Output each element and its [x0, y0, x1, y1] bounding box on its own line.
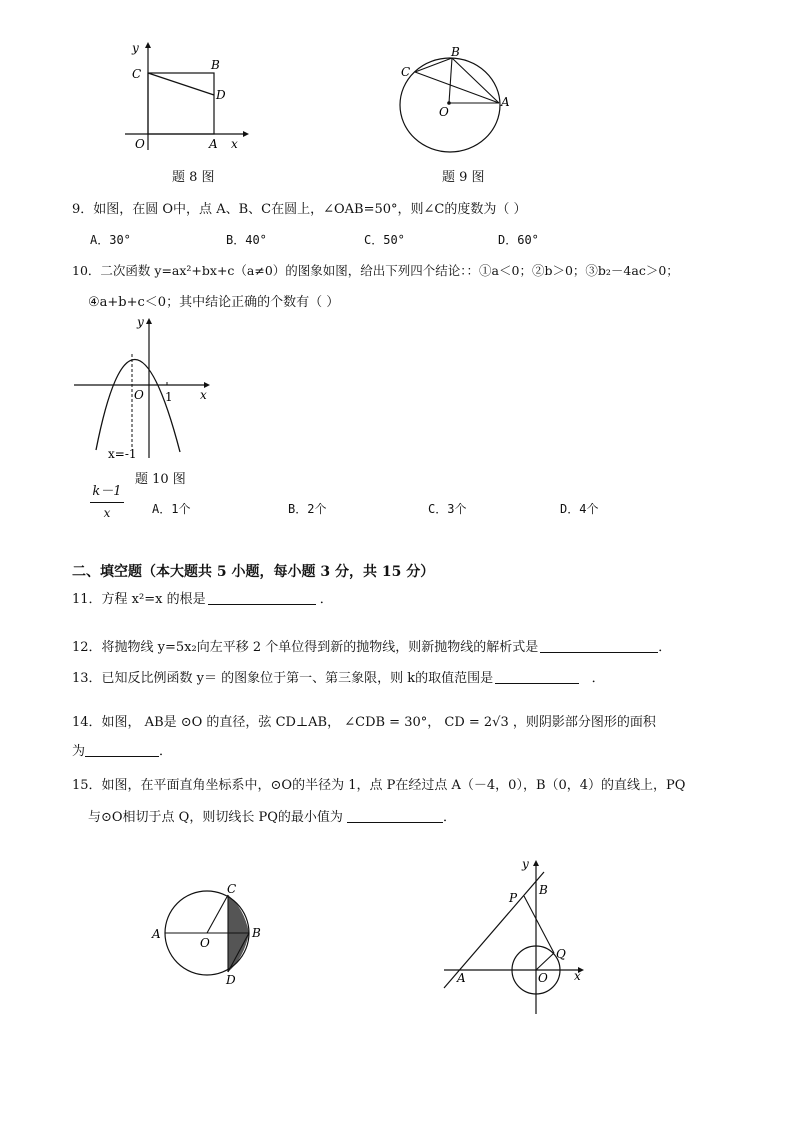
fig15-label-q: Q — [556, 947, 566, 961]
question-12 — [72, 636, 671, 655]
fig14-label-d: D — [226, 973, 236, 987]
fig8-label-b: B — [211, 58, 220, 72]
q11-end: ． — [319, 592, 333, 607]
q12-text: 12．将抛物线 y=5x₂向左平移 2 个单位得到新的抛物线，则新抛物线的解析式是 — [72, 640, 539, 655]
fig14-label-o: O — [200, 936, 210, 950]
q13-end: ． — [591, 671, 605, 686]
fraction-numerator: k－1 — [92, 484, 122, 499]
fig15-label-a: A — [457, 971, 466, 985]
q14-answer-blank[interactable] — [85, 744, 159, 757]
q14-text: 为 — [72, 744, 86, 759]
q9-option-d: D．60° — [498, 233, 539, 247]
fig14-label-a: A — [152, 927, 161, 941]
q15-text: 与⊙O相切于点 Q，则切线长 PQ的最小值为 — [88, 810, 343, 825]
fraction-k-minus-1-over-x — [90, 480, 124, 520]
fig8-label-c: C — [132, 67, 142, 81]
question-14-line1: 14．如图， AB是 ⊙O 的直径，弦 CD⊥AB， ∠CDB = 30°， CD = 2√3 ，则阴影部分图形的面积 — [72, 715, 656, 730]
fig8-label-o: O — [135, 137, 145, 151]
fig15-label-o: O — [538, 971, 548, 985]
q12-end: ． — [658, 640, 672, 655]
fig14-label-c: C — [227, 882, 237, 896]
q10-option-c: C．3个 — [428, 502, 467, 516]
figure-15 — [438, 852, 588, 1017]
fig10-label-y: y — [137, 316, 144, 329]
q10-option-d: D．4个 — [560, 502, 599, 516]
fig10-axis-label: x=-1 — [108, 447, 137, 461]
q15-answer-blank[interactable] — [347, 810, 443, 823]
question-15-line2 — [88, 806, 456, 825]
q14-end: ． — [159, 744, 173, 759]
question-9-text: 9．如图，在圆 O中，点 A、B、C在圆上，∠OAB=50°，则∠C的度数为（ ） — [72, 202, 527, 217]
question-15-line1: 15．如图，在平面直角坐标系中，⊙O的半径为 1，点 P在经过点 A（－4，0），B（0，4）的直线上，PQ — [72, 778, 686, 793]
q13-text: 13．已知反比例函数 y＝ 的图象位于第一、第三象限，则 k的取值范围是 — [72, 671, 494, 686]
fig8-label-a: A — [209, 137, 218, 151]
fig15-label-x: x — [574, 969, 581, 983]
figure-8 — [115, 38, 255, 156]
q15-end: ． — [443, 810, 457, 825]
question-11 — [72, 588, 333, 607]
fig15-label-b: B — [539, 883, 548, 897]
fig8-label-d: D — [216, 88, 226, 102]
q10-option-b: B．2个 — [288, 502, 327, 516]
section-2-heading: 二、填空题（本大题共 5 小题，每小题 3 分，共 15 分） — [72, 564, 435, 580]
question-13 — [72, 667, 605, 686]
fig9-label-b: B — [451, 45, 460, 59]
q10-option-a: A．1个 — [152, 502, 191, 516]
q9-option-a: A．30° — [90, 233, 131, 247]
question-10-line1: 10．二次函数 y=ax²+bx+c（a≠0）的图象如图，给出下列四个结论：：①a＜0；②b＞0；③b₂－4ac＞0； — [72, 263, 679, 278]
q13-answer-blank[interactable] — [495, 671, 579, 684]
fig10-label-o: O — [134, 388, 144, 402]
q9-option-b: B．40° — [226, 233, 267, 247]
fig8-label-y: y — [132, 41, 139, 55]
figure-9 — [395, 40, 520, 162]
fig9-label-o: O — [439, 105, 449, 119]
fig15-label-y: y — [522, 857, 529, 871]
q9-option-c: C．50° — [364, 233, 405, 247]
figure-10 — [70, 316, 220, 462]
fig9-caption: 题 9 图 — [442, 170, 485, 185]
fig10-label-one: 1 — [165, 390, 173, 404]
fig8-label-x: x — [231, 137, 238, 151]
fig9-label-a: A — [501, 95, 510, 109]
question-10-line2: ④a+b+c＜0；其中结论正确的个数有（ ） — [88, 295, 340, 310]
q11-answer-blank[interactable] — [208, 592, 316, 605]
fig10-caption: 题 10 图 — [135, 472, 186, 487]
figure-14 — [148, 880, 268, 988]
fig15-label-p: P — [509, 891, 518, 905]
fig14-label-b: B — [252, 926, 261, 940]
q11-text: 11．方程 x²=x 的根是 — [72, 592, 206, 607]
fraction-denominator: x — [103, 506, 111, 520]
fig8-caption: 题 8 图 — [172, 170, 215, 185]
question-14-line2 — [72, 740, 172, 759]
fig10-label-x: x — [200, 388, 207, 402]
q12-answer-blank[interactable] — [540, 640, 658, 653]
fig9-label-c: C — [401, 65, 411, 79]
